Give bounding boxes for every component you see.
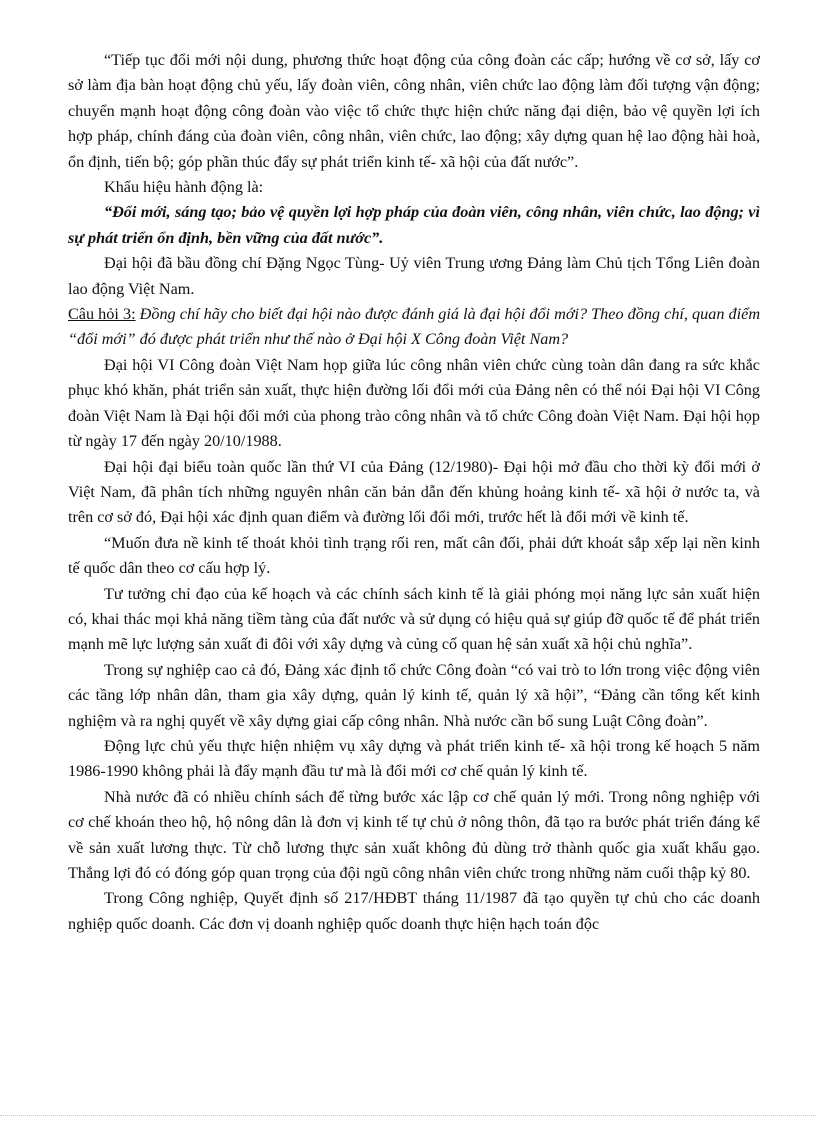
answer-paragraph: Nhà nước đã có nhiều chính sách để từng bước xác lập cơ chế quản lý mới. Trong nông nghiệp với cơ chế khoán theo hộ, hộ nông dân là đơn vị kinh tế tự chủ ở nông thôn, đã tạo ra bước phát triển đáng kể về sản xuất lương thực. Từ chỗ lương thực sản xuất không đủ dùng trở thành quốc gia xuất khẩu gạo. Thắng lợi đó có đóng góp quan trọng của đội ngũ công nhân viên chức trong những năm cuối thập kỷ 80. bbox=[68, 787, 760, 882]
question-label: Câu hỏi 3: bbox=[68, 305, 136, 324]
paragraph-election: Đại hội đã bầu đồng chí Đặng Ngọc Tùng- Uỷ viên Trung ương Đảng làm Chủ tịch Tổng Liên đoàn lao động Việt Nam. bbox=[68, 254, 760, 298]
answer-paragraph: Tư tưởng chỉ đạo của kế hoạch và các chính sách kinh tế là giải phóng mọi năng lực sản xuất hiện có, khai thác mọi khả năng tiềm tàng của đất nước và sử dụng có hiệu quả sự giúp đỡ quốc tế để phát triển mạnh mẽ lực lượng sản xuất đi đôi với xây dựng và củng cố quan hệ sản xuất xã hội chủ nghĩa”. bbox=[68, 584, 760, 654]
question-text: Đồng chí hãy cho biết đại hội nào được đánh giá là đại hội đổi mới? Theo đồng chí, quan điểm “đổi mới” đó được phát triển như thế nào ở Đại hội X Công đoàn Việt Nam? bbox=[68, 305, 761, 349]
answer-paragraph: Trong sự nghiệp cao cả đó, Đảng xác định tổ chức Công đoàn “có vai trò to lớn trong việc động viên các tầng lớp nhân dân, tham gia xây dựng, quản lý kinh tế, quản lý xã hội”, “Đảng cần tổng kết kinh nghiệm và ra nghị quyết về xây dựng giai cấp công nhân. Nhà nước cần bổ sung Luật Công đoàn”. bbox=[68, 660, 760, 730]
document-body bbox=[68, 48, 760, 937]
paragraph-slogan-intro: Khẩu hiệu hành động là: bbox=[104, 178, 264, 197]
paragraph-resolution-quote: “Tiếp tục đổi mới nội dung, phương thức hoạt động của công đoàn các cấp; hướng về cơ sở, lấy cơ sở làm địa bàn hoạt động chủ yếu, lấy đoàn viên, công nhân, viên chức lao động làm đối tượng vận động; chuyển mạnh hoạt động công đoàn vào việc tổ chức thực hiện chức năng đại diện, bảo vệ quyền lợi ích hợp pháp, chính đáng của đoàn viên, công nhân, viên chức, lao động; xây dựng quan hệ lao động hài hoà, ổn định, tiến bộ; góp phần thúc đẩy sự phát triển kinh tế- xã hội của đất nước”. bbox=[68, 51, 760, 171]
answer-paragraph: Trong Công nghiệp, Quyết định số 217/HĐBT tháng 11/1987 đã tạo quyền tự chủ cho các doanh nghiệp quốc doanh. Các đơn vị doanh nghiệp quốc doanh thực hiện hạch toán độc bbox=[68, 889, 760, 933]
question-3 bbox=[68, 302, 760, 353]
page-bottom-divider bbox=[0, 1115, 816, 1116]
answer-paragraph: Đại hội đại biểu toàn quốc lần thứ VI của Đảng (12/1980)- Đại hội mở đầu cho thời kỳ đổi mới ở Việt Nam, đã phân tích những nguyên nhân căn bản dẫn đến khủng hoảng kinh tế- xã hội ở nước ta, và trên cơ sở đó, Đại hội xác định quan điểm và đường lối đổi mới, trước hết là đổi mới về kinh tế. bbox=[68, 457, 760, 527]
answer-paragraph: Động lực chủ yếu thực hiện nhiệm vụ xây dựng và phát triển kinh tế- xã hội trong kế hoạch 5 năm 1986-1990 không phải là đẩy mạnh đầu tư mà là đổi mới cơ chế quản lý kinh tế. bbox=[68, 736, 760, 781]
paragraph-slogan: “Đổi mới, sáng tạo; bảo vệ quyền lợi hợp pháp của đoàn viên, công nhân, viên chức, lao động; vì sự phát triển ổn định, bền vững của đất nước”. bbox=[68, 203, 760, 247]
answer-paragraph: Đại hội VI Công đoàn Việt Nam họp giữa lúc công nhân viên chức cùng toàn dân đang ra sức khắc phục khó khăn, phát triển sản xuất, thực hiện đường lối đổi mới của Đảng nên có thể nói Đại hội VI Công đoàn Việt Nam là Đại hội đổi mới của phong trào công nhân và tổ chức Công đoàn Việt Nam. Đại hội họp từ ngày 17 đến ngày 20/10/1988. bbox=[68, 355, 760, 451]
answer-paragraph: “Muốn đưa nề kinh tế thoát khỏi tình trạng rối ren, mất cân đối, phải dứt khoát sắp xếp lại nền kinh tế quốc dân theo cơ cấu hợp lý. bbox=[68, 533, 760, 578]
